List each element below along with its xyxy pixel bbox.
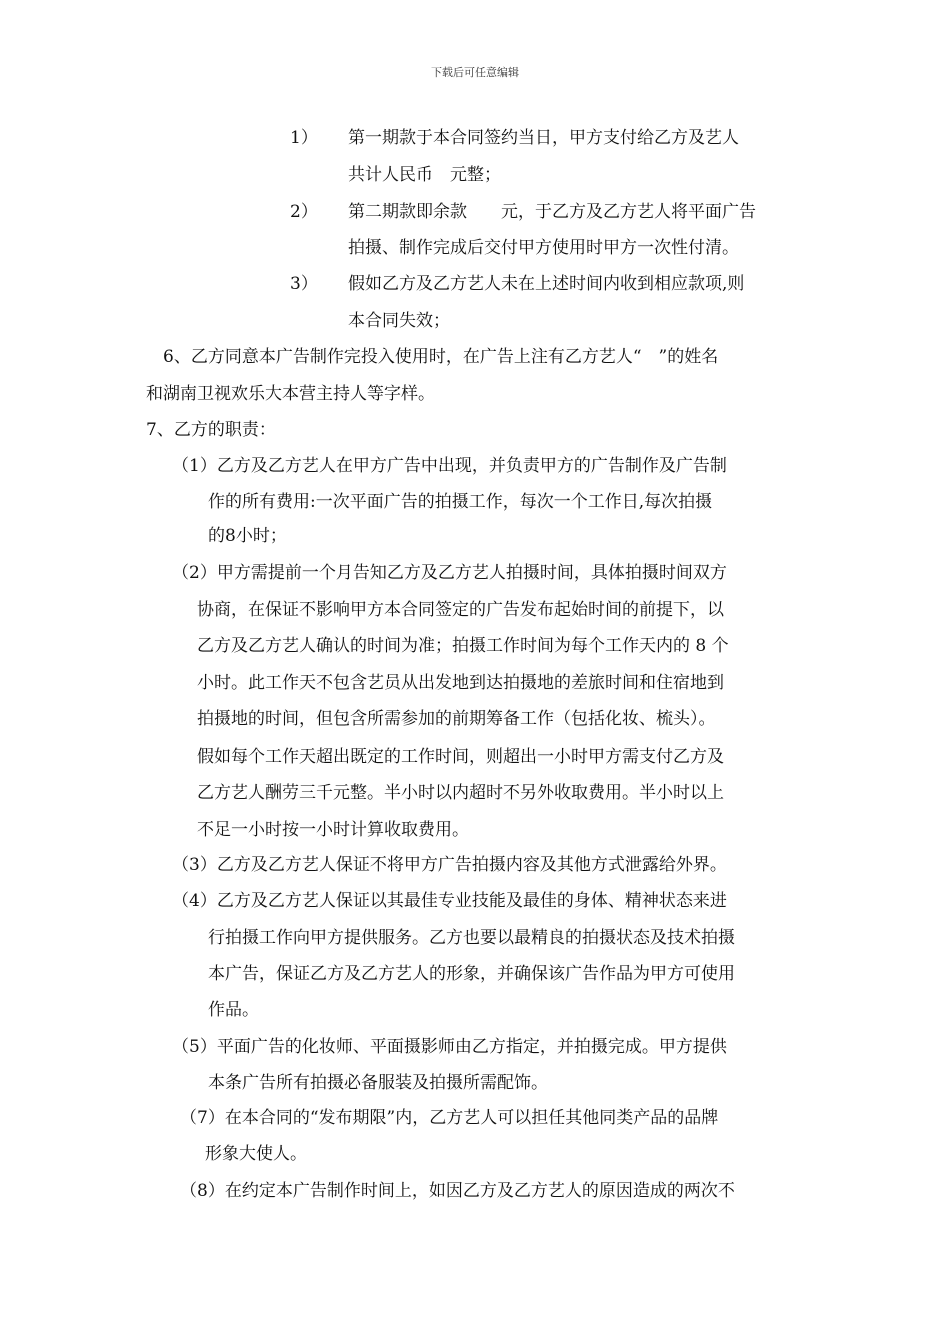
duty-8-line-1: （8）在约定本广告制作时间上，如因乙方及乙方艺人的原因造成的两次不 bbox=[180, 1181, 735, 1201]
duty-2-line-4: 小时。此工作天不包含艺员从出发地到达拍摄地的差旅时间和住宿地到 bbox=[197, 673, 724, 693]
duty-4-number: （4） bbox=[172, 891, 217, 911]
clause-6-line-1: 6、乙方同意本广告制作完投入使用时，在广告上注有乙方艺人“ ”的姓名 bbox=[163, 347, 719, 367]
duty-2-line-6: 假如每个工作天超出既定的工作时间，则超出一小时甲方需支付乙方及 bbox=[197, 747, 724, 767]
payment-2-number: 2） bbox=[290, 202, 318, 222]
duty-7-line-1: （7）在本合同的“发布期限”内，乙方艺人可以担任其他同类产品的品牌 bbox=[180, 1108, 719, 1128]
duty-4-line-2: 行拍摄工作向甲方提供服务。乙方也要以最精良的拍摄状态及技术拍摄 bbox=[208, 928, 735, 948]
payment-2-line-1: 第二期款即余款 元，于乙方及乙方艺人将平面广告 bbox=[348, 202, 756, 222]
duty-2-line-1: （2）甲方需提前一个月告知乙方及乙方艺人拍摄时间，具体拍摄时间双方 bbox=[172, 563, 727, 583]
duty-1-line-1: （1）乙方及乙方艺人在甲方广告中出现，并负责甲方的广告制作及广告制 bbox=[172, 456, 727, 476]
payment-1-line-1: 第一期款于本合同签约当日，甲方支付给乙方及艺人 bbox=[348, 128, 739, 148]
payment-1-number: 1） bbox=[290, 128, 318, 148]
duty-4-line-4: 作品。 bbox=[208, 1000, 259, 1020]
duty-8-number: （8） bbox=[180, 1181, 225, 1201]
duty-1-line-3: 的8小时； bbox=[208, 526, 287, 546]
duty-5-number: （5） bbox=[172, 1037, 217, 1057]
duty-3-number: （3） bbox=[172, 855, 217, 875]
duty-3-line-1: （3）乙方及乙方艺人保证不将甲方广告拍摄内容及其他方式泄露给外界。 bbox=[172, 855, 727, 875]
clause-6-line-2: 和湖南卫视欢乐大本营主持人等字样。 bbox=[146, 384, 435, 404]
duty-2-line-7: 乙方艺人酬劳三千元整。半小时以内超时不另外收取费用。半小时以上 bbox=[197, 783, 724, 803]
duty-7-number: （7） bbox=[180, 1108, 225, 1128]
duty-2-number: （2） bbox=[172, 563, 217, 583]
payment-2-line-2: 拍摄、制作完成后交付甲方使用时甲方一次性付清。 bbox=[348, 238, 739, 258]
duty-4-line-3: 本广告，保证乙方及乙方艺人的形象，并确保该广告作品为甲方可使用 bbox=[208, 964, 735, 984]
duty-2-line-3: 乙方及乙方艺人确认的时间为准；拍摄工作时间为每个工作天内的 8 个 bbox=[197, 636, 729, 656]
duty-2-line-5: 拍摄地的时间，但包含所需参加的前期筹备工作（包括化妆、梳头）。 bbox=[197, 709, 716, 729]
duty-2-line-8: 不足一小时按一小时计算收取费用。 bbox=[197, 820, 469, 840]
page-header: 下载后可任意编辑 bbox=[431, 66, 519, 79]
payment-3-line-2: 本合同失效； bbox=[348, 311, 450, 331]
payment-1-line-2: 共计人民币 元整； bbox=[348, 165, 501, 185]
payment-3-number: 3） bbox=[290, 274, 318, 294]
duty-4-line-1: （4）乙方及乙方艺人保证以其最佳专业技能及最佳的身体、精神状态来进 bbox=[172, 891, 727, 911]
duty-5-line-2: 本条广告所有拍摄必备服装及拍摄所需配饰。 bbox=[208, 1073, 548, 1093]
duty-1-line-2: 作的所有费用:一次平面广告的拍摄工作，每次一个工作日,每次拍摄 bbox=[208, 492, 713, 512]
duty-1-number: （1） bbox=[172, 456, 217, 476]
payment-3-line-1: 假如乙方及乙方艺人未在上述时间内收到相应款项,则 bbox=[348, 274, 745, 294]
duty-2-line-2: 协商，在保证不影响甲方本合同签定的广告发布起始时间的前提下，以 bbox=[197, 600, 724, 620]
clause-7-title: 7、乙方的职责： bbox=[146, 420, 276, 440]
duty-5-line-1: （5）平面广告的化妆师、平面摄影师由乙方指定，并拍摄完成。甲方提供 bbox=[172, 1037, 727, 1057]
duty-7-line-2: 形象大使人。 bbox=[205, 1144, 307, 1164]
